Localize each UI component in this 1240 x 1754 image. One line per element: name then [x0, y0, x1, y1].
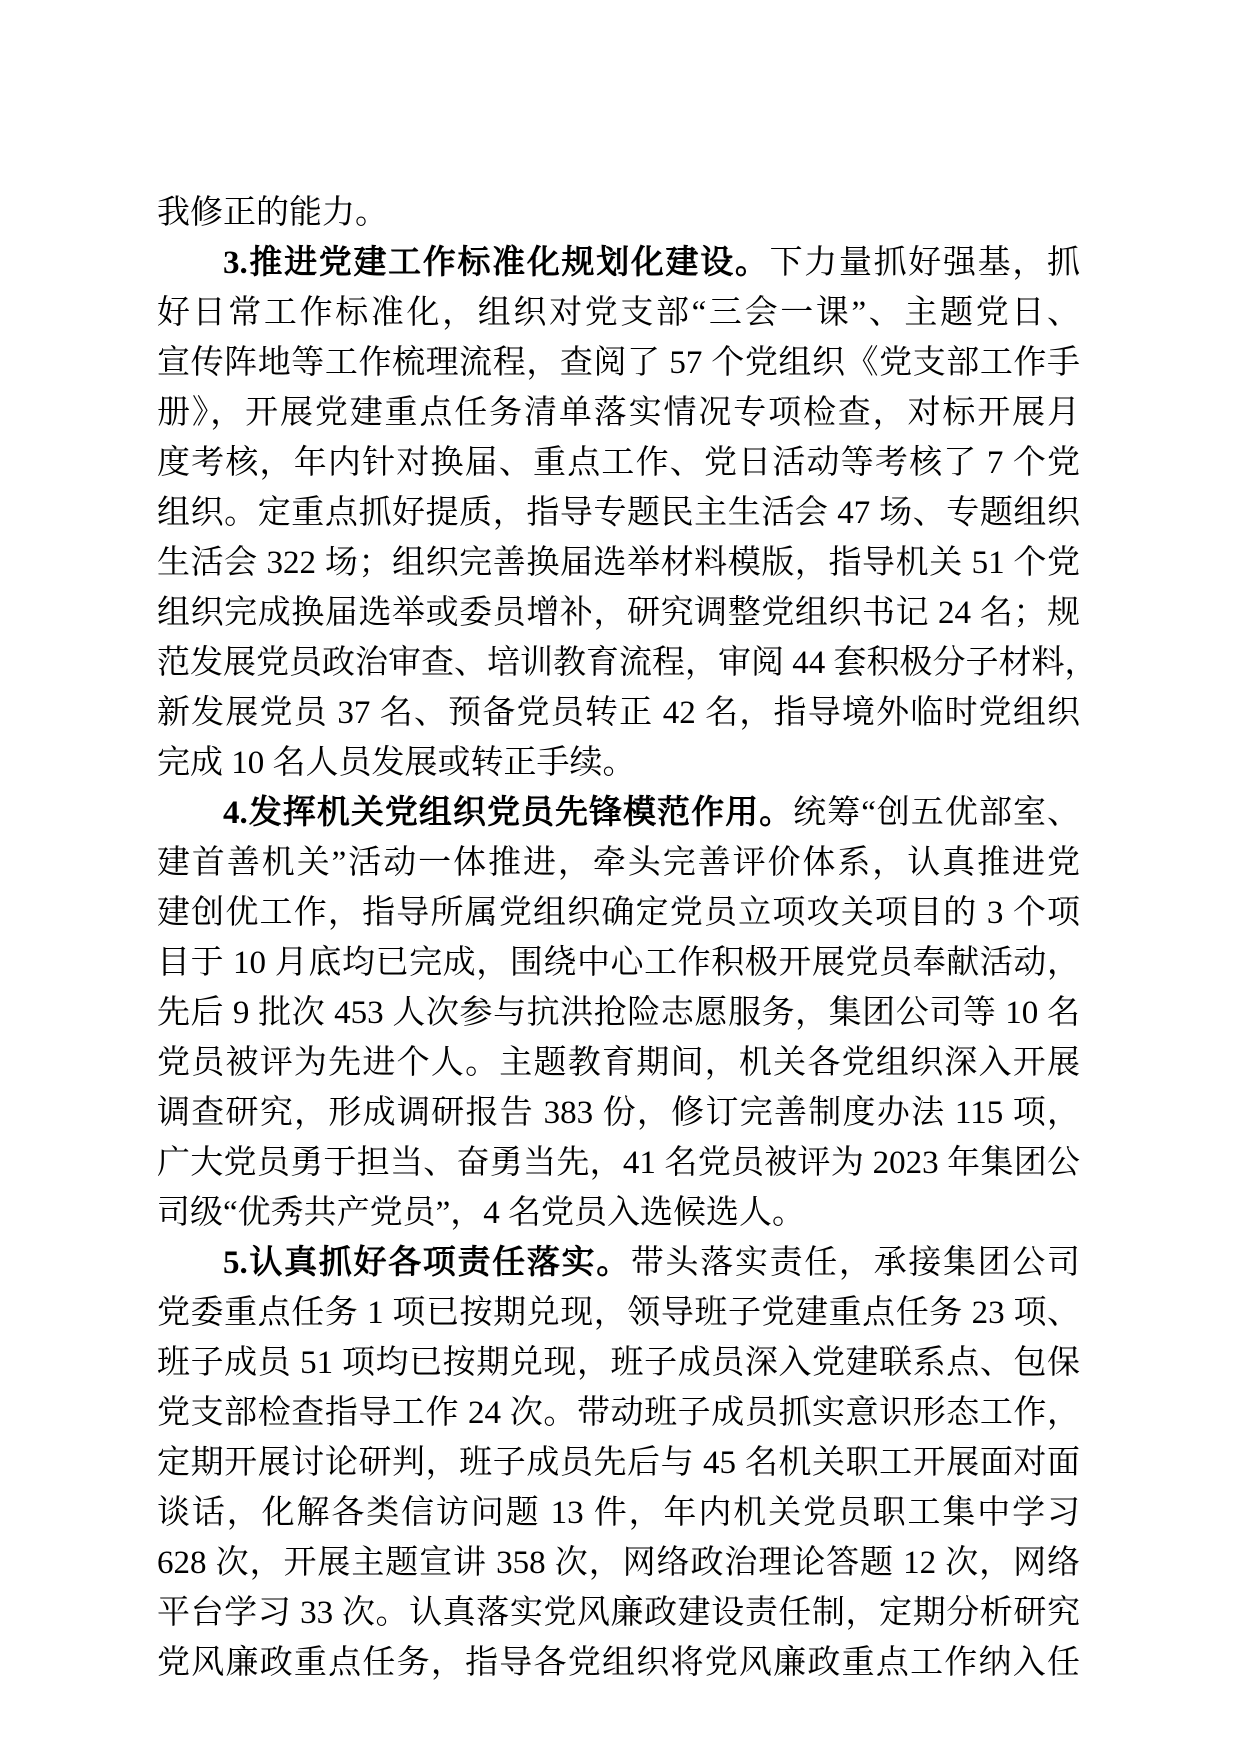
text-line: 平台学习 33 次。认真落实党风廉政建设责任制，定期分析研究	[157, 1595, 1080, 1631]
text-line: 谈话，化解各类信访问题 13 件，年内机关党员职工集中学习	[157, 1495, 1080, 1531]
text-line: 生活会 322 场；组织完善换届选举材料模版，指导机关 51 个党	[157, 545, 1080, 581]
text-line: 新发展党员 37 名、预备党员转正 42 名，指导境外临时党组织	[157, 695, 1080, 731]
text-line: 宣传阵地等工作梳理流程，查阅了 57 个党组织《党支部工作手	[157, 345, 1080, 381]
text-line: 党风廉政重点任务，指导各党组织将党风廉政重点工作纳入任	[157, 1645, 1080, 1681]
text-line: 党委重点任务 1 项已按期兑现，领导班子党建重点任务 23 项、	[157, 1295, 1080, 1331]
text-line: 定期开展讨论研判，班子成员先后与 45 名机关职工开展面对面	[157, 1445, 1080, 1481]
text-line: 先后 9 批次 453 人次参与抗洪抢险志愿服务，集团公司等 10 名	[157, 995, 1080, 1031]
paragraph-responsibility	[157, 1238, 1080, 1688]
text-line: 册》，开展党建重点任务清单落实情况专项检查，对标开展月	[157, 395, 1080, 431]
text-line: 班子成员 51 项均已按期兑现，班子成员深入党建联系点、包保	[157, 1345, 1080, 1381]
section-heading: 4.发挥机关党组织党员先锋模范作用。	[223, 795, 794, 831]
document-body	[157, 188, 1098, 1688]
text-line: 范发展党员政治审查、培训教育流程，审阅 44 套积极分子材料，	[157, 645, 1098, 681]
section-heading: 5.认真抓好各项责任落实。	[223, 1245, 631, 1281]
text-line: 组织。定重点抓好提质，指导专题民主生活会 47 场、专题组织	[157, 495, 1080, 531]
text-line: 党支部检查指导工作 24 次。带动班子成员抓实意识形态工作，	[157, 1395, 1080, 1431]
text-line	[157, 238, 1080, 288]
text-line	[157, 1238, 1080, 1288]
section-heading: 3.推进党建工作标准化规划化建设。	[223, 245, 770, 281]
paragraph-continuation	[157, 188, 1080, 238]
text-line: 建创优工作，指导所属党组织确定党员立项攻关项目的 3 个项	[157, 895, 1080, 931]
text-line	[157, 788, 1080, 838]
text-line: 广大党员勇于担当、奋勇当先，41 名党员被评为 2023 年集团公	[157, 1145, 1080, 1181]
paragraph-standardization	[157, 238, 1098, 788]
text-line: 度考核，年内针对换届、重点工作、党日活动等考核了 7 个党	[157, 445, 1080, 481]
text-line: 我修正的能力。	[157, 195, 388, 231]
text-line: 完成 10 名人员发展或转正手续。	[157, 745, 636, 781]
paragraph-vanguard-role	[157, 788, 1080, 1238]
text-line: 628 次，开展主题宣讲 358 次，网络政治理论答题 12 次，网络	[157, 1545, 1080, 1581]
line-text: 统筹“创五优部室、	[793, 795, 1080, 831]
text-line: 好日常工作标准化，组织对党支部“三会一课”、主题党日、	[157, 295, 1080, 331]
line-text: 下力量抓好强基，抓	[769, 245, 1081, 281]
text-line: 组织完成换届选举或委员增补，研究调整党组织书记 24 名；规	[157, 595, 1080, 631]
text-line: 调查研究，形成调研报告 383 份，修订完善制度办法 115 项，	[157, 1095, 1080, 1131]
text-line: 党员被评为先进个人。主题教育期间，机关各党组织深入开展	[157, 1045, 1080, 1081]
text-line: 目于 10 月底均已完成，围绕中心工作积极开展党员奉献活动，	[157, 945, 1080, 981]
line-text: 带头落实责任，承接集团公司	[630, 1245, 1081, 1281]
text-line: 建首善机关”活动一体推进，牵头完善评价体系，认真推进党	[157, 845, 1080, 881]
text-line: 司级“优秀共产党员”，4 名党员入选候选人。	[157, 1195, 806, 1231]
